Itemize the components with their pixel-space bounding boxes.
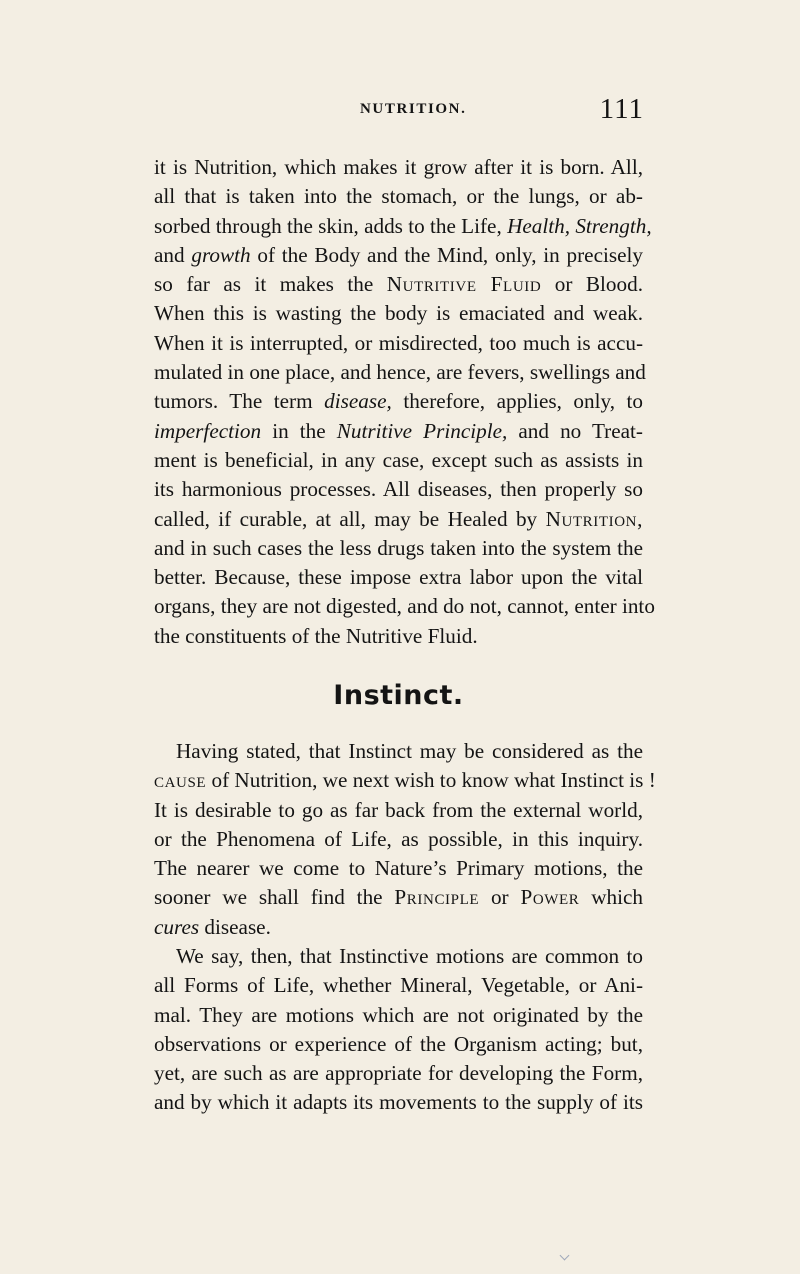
page-number: 111 [599,93,644,125]
text-line: When this is wasting the body is emaciated and weak. [154,301,643,326]
text-line: tumors. The term disease, therefore, applies, only, to [154,389,644,414]
text-line: The nearer we come to Nature’s Primary motions, the [154,856,643,881]
paragraph-instinct [154,737,656,942]
text-line: all that is taken into the stomach, or the lungs, or ab- [154,184,643,209]
text-line: better. Because, these impose extra labor upon the vital [154,565,643,590]
paragraph-nutrition [154,153,655,651]
text-line: and by which it adapts its movements to the supply of its [154,1090,643,1115]
text-line: yet, are such as are appropriate for developing the Form, [154,1061,643,1086]
text-line: called, if curable, at all, may be Healed by Nutrition, [154,506,643,531]
text-line: cures disease. [154,914,271,939]
text-line: mal. They are motions which are not originated by the [154,1002,643,1027]
text-line: it is Nutrition, which makes it grow after it is born. All, [154,155,643,179]
text-line: observations or experience of the Organism acting; but, [154,1031,643,1056]
text-line: Having stated, that Instinct may be considered as the [176,739,643,763]
text-line: sorbed through the skin, adds to the Life, Health, Strength, [154,213,652,238]
text-line: or the Phenomena of Life, as possible, in this inquiry. [154,826,643,851]
text-line: We say, then, that Instinctive motions are common to [176,944,643,968]
paragraph-instinctive-motions [154,942,643,1118]
text-line: imperfection in the Nutritive Principle, and no Treat- [154,418,643,443]
text-line: ment is beneficial, in any case, except such as assists in [154,447,643,472]
running-head [154,93,644,139]
text-line: all Forms of Life, whether Mineral, Vegetable, or Ani- [154,973,643,998]
running-title: NUTRITION. [360,101,467,117]
text-line: so far as it makes the Nutritive Fluid or Blood. [154,272,644,297]
text-line: cause of Nutrition, we next wish to know what Instinct is ! [154,768,656,793]
text-line: When it is interrupted, or misdirected, too much is accu- [154,330,643,355]
scan-mark [560,1251,570,1261]
text-line: sooner we shall find the Principle or Power which [154,885,644,910]
text-line: It is desirable to go as far back from the external world, [154,797,643,822]
text-line: and growth of the Body and the Mind, only, in precisely [154,242,643,267]
text-line: mulated in one place, and hence, are fevers, swellings and [154,360,646,385]
text-line: and in such cases the less drugs taken into the system the [154,535,643,560]
text-line: organs, they are not digested, and do not, cannot, enter into [154,594,655,619]
section-heading: Instinct. [333,680,464,711]
text-line: its harmonious processes. All diseases, then properly so [154,477,643,502]
text-line: the constituents of the Nutritive Fluid. [154,623,478,648]
